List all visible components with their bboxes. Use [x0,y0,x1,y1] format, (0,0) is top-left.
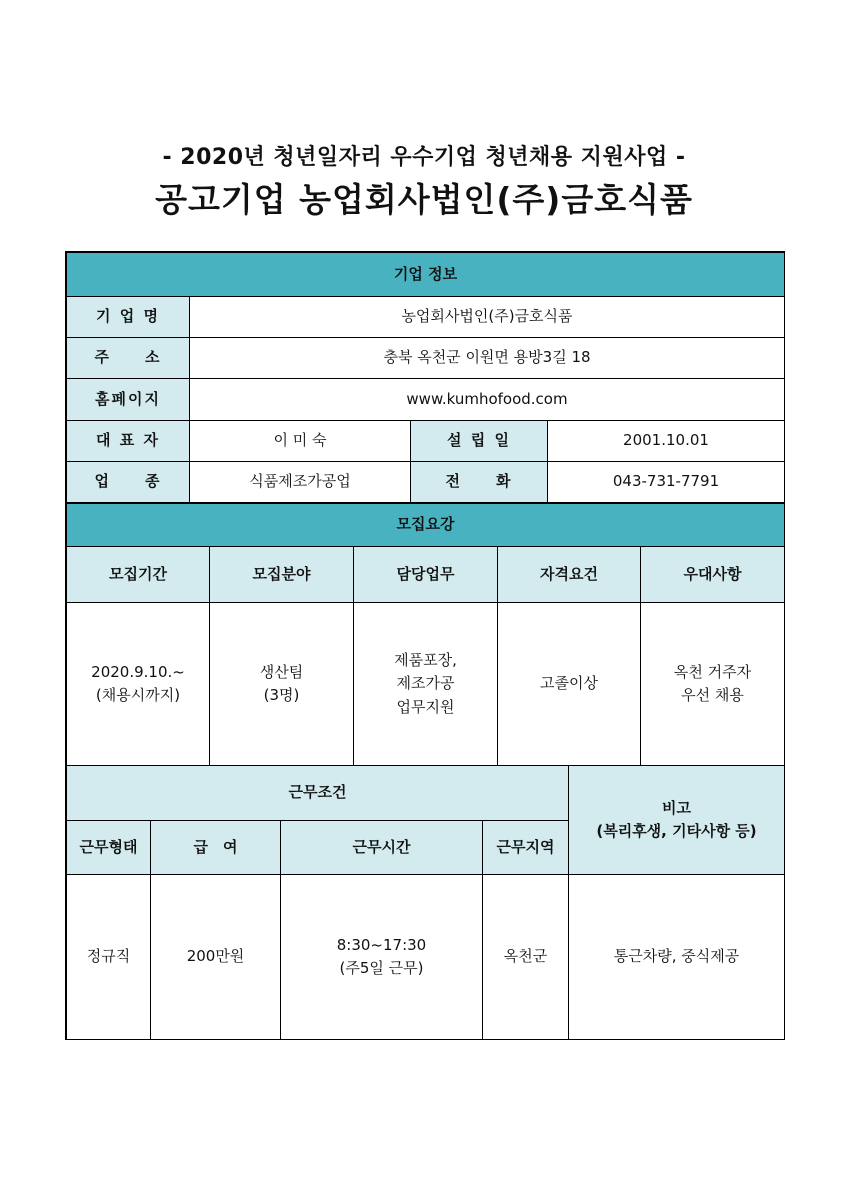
recruit-duty-value: 제품포장, 제조가공 업무지원 [354,603,498,766]
company-name-label: 기 업 명 [67,297,190,338]
work-type-value: 정규직 [67,875,151,1040]
phone-label: 전 화 [411,462,548,503]
homepage-link[interactable]: www.kumhofood.com [190,379,785,421]
page-subtitle: - 2020년 청년일자리 우수기업 청년채용 지원사업 - [162,145,686,170]
work-location-value: 옥천군 [483,875,569,1040]
salary-header: 급 여 [151,821,281,875]
work-type-header: 근무형태 [67,821,151,875]
recruit-section-header: 모집요강 [67,503,785,547]
recruit-qualification-header: 자격요건 [498,547,641,603]
address-label: 주 소 [67,338,190,379]
industry-value: 식품제조가공업 [190,462,411,503]
homepage-label: 홈페이지 [67,379,190,421]
phone-value: 043-731-7791 [548,462,785,503]
page-title: 공고기업 농업회사법인(주)금호식품 [155,180,693,219]
founded-label: 설 립 일 [411,421,548,462]
recruit-preference-header: 우대사항 [641,547,785,603]
salary-value: 200만원 [151,875,281,1040]
work-hours-header: 근무시간 [281,821,483,875]
remarks-value: 통근차량, 중식제공 [569,875,785,1040]
recruit-qualification-value: 고졸이상 [498,603,641,766]
ceo-value: 이 미 숙 [190,421,411,462]
industry-label: 업 종 [67,462,190,503]
recruit-period-header: 모집기간 [67,547,210,603]
address-value: 충북 옥천군 이원면 용방3길 18 [190,338,785,379]
work-hours-value: 8:30~17:30 (주5일 근무) [281,875,483,1040]
recruit-preference-value: 옥천 거주자 우선 채용 [641,603,785,766]
work-conditions-header: 근무조건 [67,766,569,821]
company-name-value: 농업회사법인(주)금호식품 [190,297,785,338]
recruit-duty-header: 담당업무 [354,547,498,603]
recruit-field-value: 생산팀 (3명) [210,603,354,766]
recruit-period-value: 2020.9.10.~ (채용시까지) [67,603,210,766]
founded-value: 2001.10.01 [548,421,785,462]
recruit-field-header: 모집분야 [210,547,354,603]
company-info-header: 기업 정보 [67,253,785,297]
ceo-label: 대 표 자 [67,421,190,462]
remarks-header: 비고 (복리후생, 기타사항 등) [569,766,785,875]
work-location-header: 근무지역 [483,821,569,875]
